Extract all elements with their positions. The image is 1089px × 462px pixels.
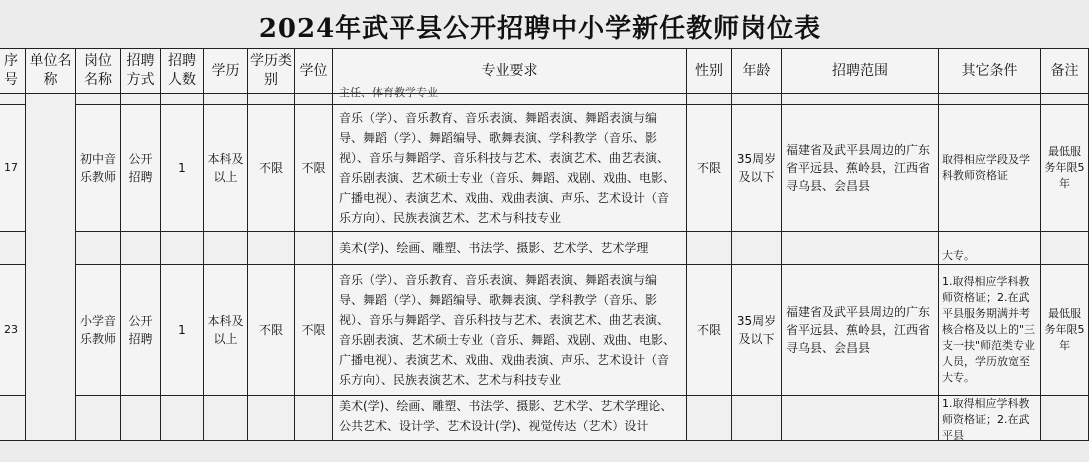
header-unit: 单位名称 bbox=[26, 49, 76, 94]
header-method: 招聘方式 bbox=[121, 49, 161, 94]
note-cell: 最低服务年限5年 bbox=[1041, 265, 1089, 396]
method-cell: 公开招聘 bbox=[121, 105, 161, 232]
degree-cell: 不限 bbox=[295, 105, 333, 232]
header-note: 备注 bbox=[1041, 49, 1089, 94]
header-degree: 学位 bbox=[295, 49, 333, 94]
edu-type-cell: 不限 bbox=[248, 265, 295, 396]
other-cell: 1.取得相应学科教师资格证；2.在武平县 bbox=[942, 397, 1030, 442]
scope-cell: 福建省及武平县周边的广东省平远县、蕉岭县，江西省寻乌县、会昌县 bbox=[782, 265, 939, 396]
degree-cell: 不限 bbox=[295, 265, 333, 396]
major-cell: 美术(学)、绘画、雕塑、书法学、摄影、艺术学、艺术学理论、公共艺术、设计学、艺术设计(学)、视觉传达（艺术）设计 bbox=[339, 399, 673, 433]
other-cell: 大专。 bbox=[939, 232, 1041, 265]
gender-cell: 不限 bbox=[687, 105, 732, 232]
other-cell: 取得相应学段及学科教师资格证 bbox=[939, 105, 1041, 232]
header-gender: 性别 bbox=[687, 49, 732, 94]
edu-cell: 本科及以上 bbox=[204, 105, 248, 232]
table-row bbox=[0, 396, 1089, 441]
post-cell: 初中音乐教师 bbox=[76, 105, 121, 232]
scope-cell: 福建省及武平县周边的广东省平远县、蕉岭县，江西省寻乌县、会昌县 bbox=[782, 105, 939, 232]
header-edu-type: 学历类别 bbox=[248, 49, 295, 94]
edu-type-cell: 不限 bbox=[248, 105, 295, 232]
header-count: 招聘人数 bbox=[161, 49, 204, 94]
table-row bbox=[0, 105, 1089, 232]
table-title: 2024年武平县公开招聘中小学新任教师岗位表 bbox=[258, 14, 822, 44]
major-cell: 主任、体育教学专业 bbox=[339, 86, 438, 99]
unit-cell bbox=[26, 94, 76, 441]
count-cell: 1 bbox=[161, 265, 204, 396]
major-cell: 音乐（学）、音乐教育、音乐表演、舞蹈表演、舞蹈表演与编导、舞蹈（学）、舞蹈编导、歌舞表演、学科教学（音乐、影视）、音乐与舞蹈学、音乐科技与艺术、表演艺术、曲艺表演、音乐剧表演、艺术硕士专业（音乐、舞蹈、戏剧、戏曲、电影、广播电视）、表演艺术、戏曲、戏曲表演、声乐、艺术设计（音乐方向）、民族表演艺术、艺术与科技专业 bbox=[333, 265, 687, 396]
post-cell: 小学音乐教师 bbox=[76, 265, 121, 396]
count-cell: 1 bbox=[161, 105, 204, 232]
header-other: 其它条件 bbox=[939, 49, 1041, 94]
major-cell: 音乐（学）、音乐教育、音乐表演、舞蹈表演、舞蹈表演与编导、舞蹈（学）、舞蹈编导、歌舞表演、学科教学（音乐、影视）、音乐与舞蹈学、音乐科技与艺术、表演艺术、曲艺表演、音乐剧表演、艺术硕士专业（音乐、舞蹈、戏剧、戏曲、电影、广播电视）、表演艺术、戏曲、戏曲表演、声乐、艺术设计（音乐方向）、民族表演艺术、艺术与科技专业 bbox=[333, 105, 687, 232]
row-no: 17 bbox=[0, 105, 26, 232]
header-post: 岗位名称 bbox=[76, 49, 121, 94]
age-cell: 35周岁及以下 bbox=[732, 105, 782, 232]
header-scope: 招聘范围 bbox=[782, 49, 939, 94]
table-row bbox=[0, 94, 1089, 105]
method-cell: 公开招聘 bbox=[121, 265, 161, 396]
job-table bbox=[0, 48, 1089, 441]
age-cell: 35周岁及以下 bbox=[732, 265, 782, 396]
table-row bbox=[0, 265, 1089, 396]
note-cell: 最低服务年限5年 bbox=[1041, 105, 1089, 232]
row-no: 23 bbox=[0, 265, 26, 396]
other-cell: 1.取得相应学科教师资格证；2.在武平县服务期满并考核合格及以上的"三支一扶"师范类专业人员，学历放宽至大专。 bbox=[939, 265, 1041, 396]
header-no: 序号 bbox=[0, 49, 26, 94]
table-row bbox=[0, 232, 1089, 265]
header-edu: 学历 bbox=[204, 49, 248, 94]
gender-cell: 不限 bbox=[687, 265, 732, 396]
edu-cell: 本科及以上 bbox=[204, 265, 248, 396]
major-cell: 美术(学)、绘画、雕塑、书法学、摄影、艺术学、艺术学理 bbox=[333, 232, 687, 265]
header-major: 专业要求 bbox=[333, 49, 687, 94]
header-age: 年龄 bbox=[732, 49, 782, 94]
